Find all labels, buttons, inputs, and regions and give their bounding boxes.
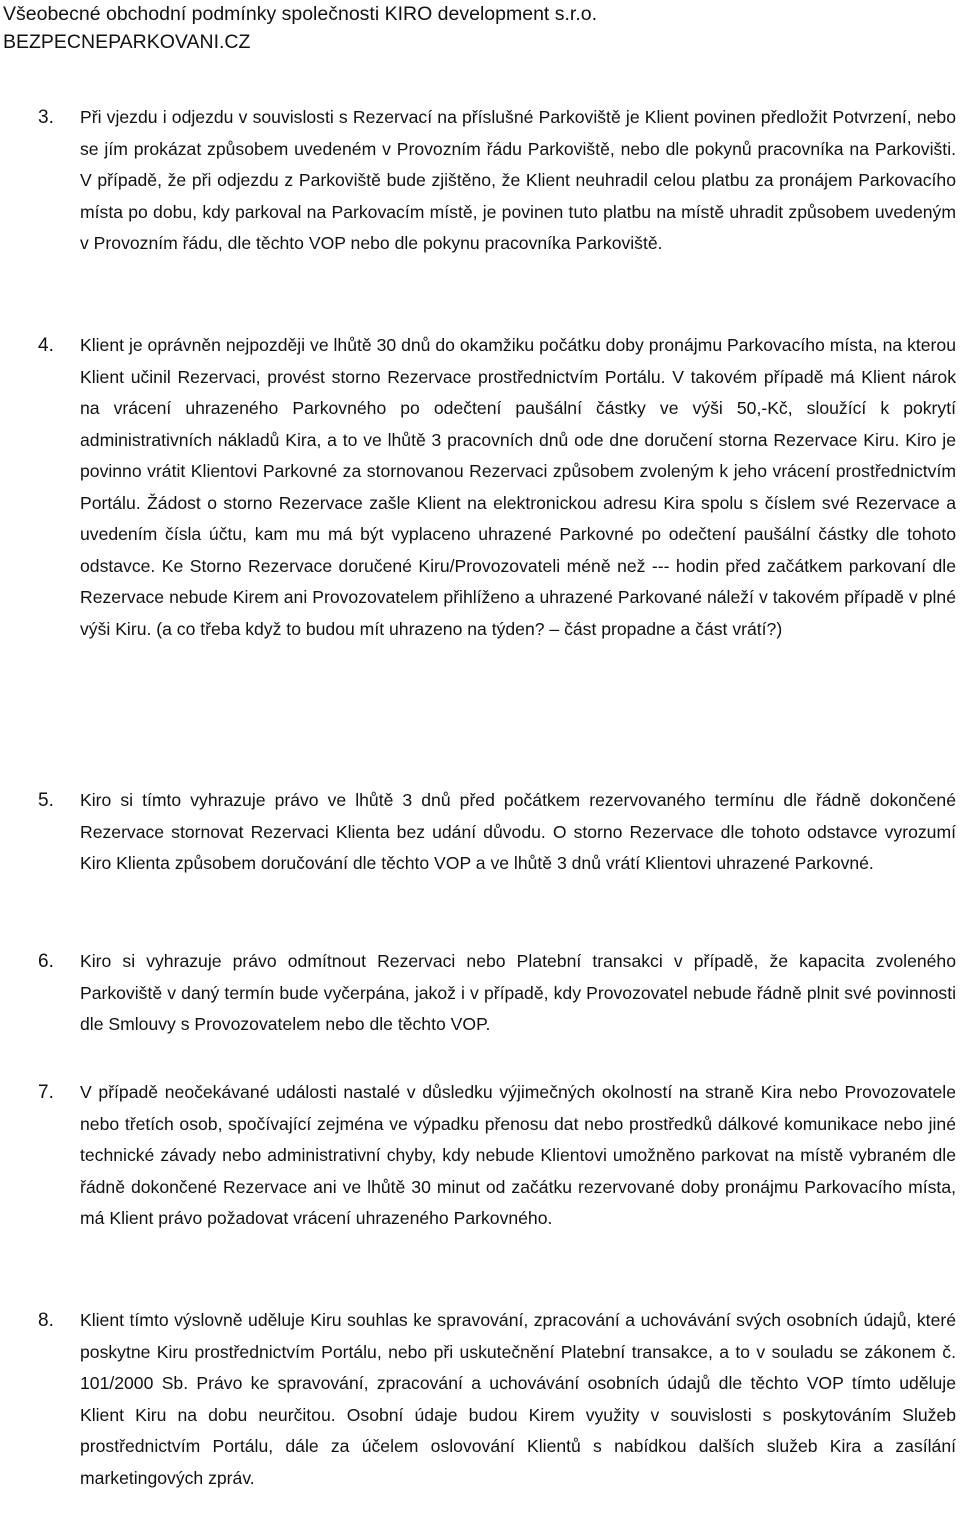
clause-text: Kiro si vyhrazuje právo odmítnout Rezervaci nebo Platební transakci v případě, že kapacita zvoleného Parkoviště v daný termín bude vyčerpána, jakož i v případě, kdy Provozovatel nebude řádně plnit své povinnosti dle Smlouvy s Provozovatelem nebo dle těchto VOP. — [80, 951, 956, 1035]
clause-number: 5. — [38, 790, 54, 811]
clause-text: Klient tímto výslovně uděluje Kiru souhlas ke spravování, zpracování a uchovávání svých osobních údajů, které poskytne Kiru prostřednictvím Portálu, nebo při uskutečnění Platební transakce, a to v souladu se zákonem č. 101/2000 Sb. Právo ke spravování, zpracování a uchovávání osobních údajů dle těchto VOP tímto uděluje Klient Kiru na dobu neurčitou. Osobní údaje budou Kirem využity v souvislosti s poskytováním Služeb prostřednictvím Portálu, dále za účelem oslovování Klientů s nabídkou dalších služeb Kira a zasílání marketingových zpráv. — [80, 1310, 956, 1488]
clause-number: 8. — [38, 1310, 54, 1331]
clause-text: Při vjezdu i odjezdu v souvislosti s Rezervací na příslušné Parkoviště je Klient povinen předložit Potvrzení, nebo se jím prokázat způsobem uvedeném v Provozním řádu Parkoviště, nebo dle pokynů pracovníka na Parkovišti. V případě, že při odjezdu z Parkoviště bude zjištěno, že Klient neuhradil celou platbu za pronájem Parkovacího místa po dobu, kdy parkoval na Parkovacím místě, je povinen tuto platbu na místě uhradit způsobem uvedeným v Provozním řádu, dle těchto VOP nebo dle pokynu pracovníka Parkoviště. — [80, 107, 956, 254]
clause-number: 3. — [38, 107, 54, 128]
header-title: Všeobecné obchodní podmínky společnosti KIRO development s.r.o. — [3, 3, 598, 25]
document-header — [3, 0, 597, 56]
clause-number: 4. — [38, 335, 54, 356]
clause-text: V případě neočekávané události nastalé v důsledku výjimečných okolností na straně Kira nebo Provozovatele nebo třetích osob, spočívající zejména ve výpadku přenosu dat nebo prostředků dálkové komunikace nebo jiné technické závady nebo administrativní chyby, kdy nebude Klientovi umožněno parkovat na místě vybraném dle řádně dokončené Rezervace ani ve lhůtě 30 minut od začátku rezervované doby pronájmu Parkovacího místa, má Klient právo požadovat vrácení uhrazeného Parkovného. — [80, 1082, 956, 1229]
clause-text: Klient je oprávněn nejpozději ve lhůtě 30 dnů do okamžiku počátku doby pronájmu Parkovacího místa, na kterou Klient učinil Rezervaci, provést storno Rezervace prostřednictvím Portálu. V takovém případě má Klient nárok na vrácení uhrazeného Parkovného po odečtení paušální částky ve výši 50,-Kč, sloužící k pokrytí administrativních nákladů Kira, a to ve lhůtě 3 pracovních dnů ode dne doručení storna Rezervace Kiru. Kiro je povinno vrátit Klientovi Parkovné za stornovanou Rezervaci způsobem zvoleným k jeho vrácení prostřednictvím Portálu. Žádost o storno Rezervace zašle Klient na elektronickou adresu Kira spolu s číslem své Rezervace a uvedením čísla účtu, kam mu má být vyplaceno uhrazené Parkovné po odečtení paušální částky dle tohoto odstavce. Ke Storno Rezervace doručené Kiru/Provozovateli méně než --- hodin před začátkem parkovaní dle Rezervace nebude Kirem ani Provozovatelem přihlíženo a uhrazené Parkované náleží v takovém případě v plné výši Kiru. (a co třeba když to budou mít uhrazeno na týden? – část propadne a část vrátí?) — [80, 335, 956, 639]
clause-number: 6. — [38, 951, 54, 972]
clause-text: Kiro si tímto vyhrazuje právo ve lhůtě 3 dnů před počátkem rezervovaného termínu dle řádně dokončené Rezervace stornovat Rezervaci Klienta bez udání důvodu. O storno Rezervace dle tohoto odstavce vyrozumí Kiro Klienta způsobem doručování dle těchto VOP a ve lhůtě 3 dnů vrátí Klientovi uhrazené Parkovné. — [80, 790, 956, 874]
header-website: BEZPECNEPARKOVANI.CZ — [3, 31, 251, 53]
clause-number: 7. — [38, 1082, 54, 1103]
